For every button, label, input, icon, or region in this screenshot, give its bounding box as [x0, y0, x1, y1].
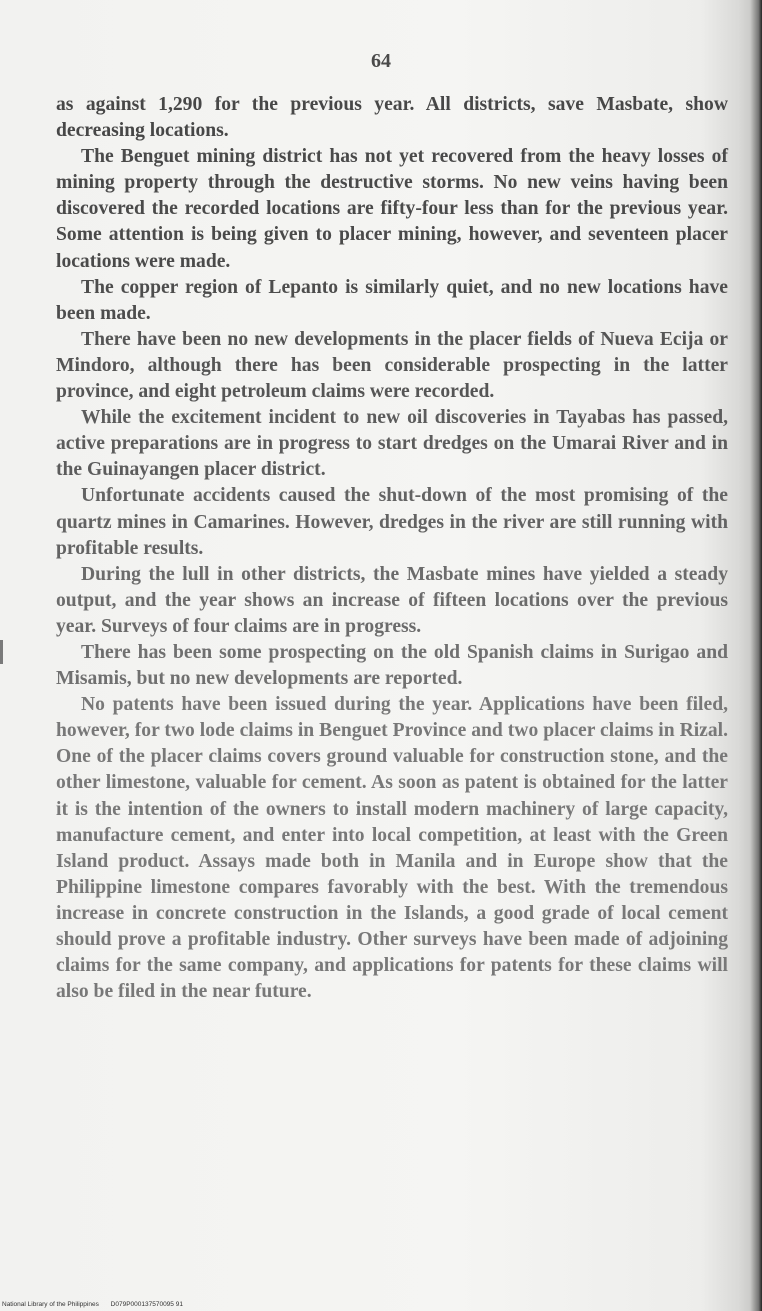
footer-code: D079P000137570095 91 [110, 1301, 183, 1308]
footer-library: National Library of the Philippines [2, 1301, 99, 1308]
paragraph-8: There has been some prospecting on the old Spanish claims in Surigao and Misamis, but no new developments are reported. [56, 641, 728, 690]
paragraph-1: as against 1,290 for the previous year. All districts, save Masbate, show decreasing locations. [56, 94, 728, 142]
page-number: 64 [371, 50, 391, 72]
paragraph-5: While the excitement incident to new oil discoveries in Tayabas has passed, active preparations are in progress to start dredges on the Umarai River and in the Guinayangen placer district. [56, 407, 728, 481]
binding-mark [0, 640, 3, 664]
body-text [56, 92, 728, 1005]
paragraph-3: The copper region of Lepanto is similarly quiet, and no new locations have been made. [56, 276, 728, 324]
paragraph-2: The Benguet mining district has not yet recovered from the heavy losses of mining property through the destructive storms. No new veins having been discovered the recorded locations are fifty-four less than for the previous year. Some attention is being given to placer mining, however, and seventeen placer locations were made. [56, 146, 728, 272]
paragraph-4: There have been no new developments in the placer fields of Nueva Ecija or Mindoro, although there has been considerable prospecting in the latter province, and eight petroleum claims were recorded. [56, 328, 728, 403]
paragraph-6: Unfortunate accidents caused the shut-down of the most promising of the quartz mines in Camarines. However, dredges in the river are still running with profitable results. [56, 485, 728, 559]
page-edge-shadow [750, 0, 762, 1311]
scan-footer [2, 1301, 193, 1308]
paragraph-9: No patents have been issued during the year. Applications have been filed, however, for two lode claims in Benguet Province and two placer claims in Rizal. One of the placer claims covers ground valuable for construction stone, and the other limestone, valuable for cement. As soon as patent is obtained for the latter it is the intention of the owners to install modern machinery of large capacity, manufacture cement, and enter into local competition, at least with the Green Island product. Assays made both in Manila and in Europe show that the Philippine limestone compares favorably with the best. With the tremendous increase in concrete construction in the Islands, a good grade of local cement should prove a profitable industry. Other surveys have been made of adjoining claims for the same company, and applications for patents for these claims will also be filed in the near future. [56, 694, 728, 1003]
paragraph-7: During the lull in other districts, the Masbate mines have yielded a steady output, and the year shows an increase of fifteen locations over the previous year. Surveys of four claims are in progress. [56, 563, 728, 637]
